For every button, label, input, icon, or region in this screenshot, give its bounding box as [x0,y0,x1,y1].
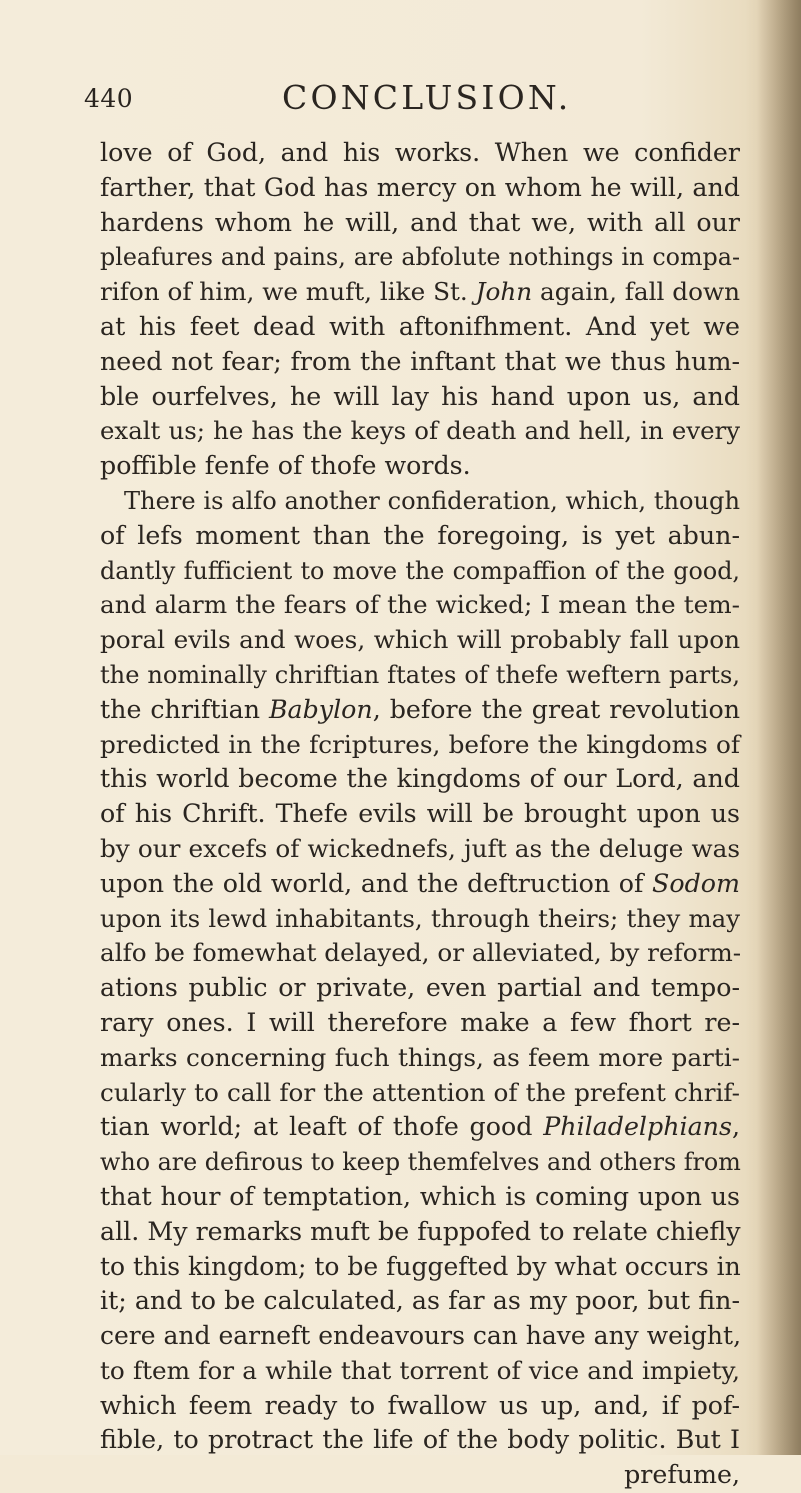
text-line: rifon of him, we muft, like St. John again, fall down [100,277,740,307]
text-line: farther, that God has mercy on whom he will, and [100,172,740,202]
text-line: fible, to protract the life of the body politic. But I [100,1425,740,1455]
text-line: hardens whom he will, and that we, with all our [100,207,740,237]
text-line: and alarm the fears of the wicked; I mean the tem- [100,590,740,620]
text-line: predicted in the fcriptures, before the kingdoms of [100,729,740,759]
text-line: alfo be fomewhat delayed, or alleviated, by reform- [100,938,742,968]
page-header [84,78,724,118]
text-line: upon its lewd inhabitants, through theirs; they may [100,903,740,933]
text-line: ble ourfelves, he will lay his hand upon us, and [100,381,740,411]
text-line: cularly to call for the attention of the prefent chrif- [100,1077,740,1107]
text-line: who are defirous to keep themfelves and others from [100,1148,741,1177]
page-number: 440 [84,84,134,113]
catchword: prefume, [624,1460,740,1490]
text-line: of his Chrift. Thefe evils will be brought upon us [100,799,740,829]
text-line: dantly fufficient to move the compaffion of the good, [100,556,740,585]
text-line: ations public or private, even partial and tempo- [100,973,740,1003]
text-line: the nominally chriftian ftates of thefe weftern parts, [100,660,740,689]
text-line: by our excefs of wickednefs, juft as the deluge was [100,833,740,863]
text-line: cere and earneft endeavours can have any weight, [100,1321,742,1351]
text-line: to ftem for a while that torrent of vice and impiety, [100,1355,740,1385]
text-line: to this kingdom; to be fuggefted by what occurs in [100,1251,741,1281]
text-line: of lefs moment than the foregoing, is yet abun- [100,520,740,550]
running-head: CONCLUSION. [282,78,572,117]
text-line: which feem ready to fwallow us up, and, if pof- [100,1390,740,1420]
page-edge-shadow [757,0,801,1455]
text-line: pleafures and pains, are abfolute nothings in compa- [100,243,740,272]
text-line: poral evils and woes, which will probably fall upon [100,625,740,655]
text-line: it; and to be calculated, as far as my poor, but fin- [100,1286,740,1316]
text-line: rary ones. I will therefore make a few fhort re- [100,1007,740,1037]
text-line: exalt us; he has the keys of death and hell, in every [100,416,740,446]
text-line: love of God, and his works. When we confider [100,138,740,167]
text-line: at his feet dead with aftonifhment. And yet we [100,311,740,341]
text-line: upon the old world, and the deftruction of Sodom [100,868,740,898]
text-line: There is alfo another confideration, which, though [124,486,740,515]
text-line: the chriftian Babylon, before the great revolution [100,694,740,724]
text-line: tian world; at leaft of thofe good Philadelphians, [100,1112,740,1142]
body-text [100,136,740,1493]
text-line: marks concerning fuch things, as feem more parti- [100,1042,740,1072]
text-line: need not fear; from the inftant that we thus hum- [100,346,740,376]
text-line: this world become the kingdoms of our Lord, and [100,764,740,794]
text-line: poffible fenfe of thofe words. [100,451,471,481]
text-line: that hour of temptation, which is coming upon us [100,1181,740,1211]
text-line: all. My remarks muft be fuppofed to relate chiefly [100,1216,741,1246]
